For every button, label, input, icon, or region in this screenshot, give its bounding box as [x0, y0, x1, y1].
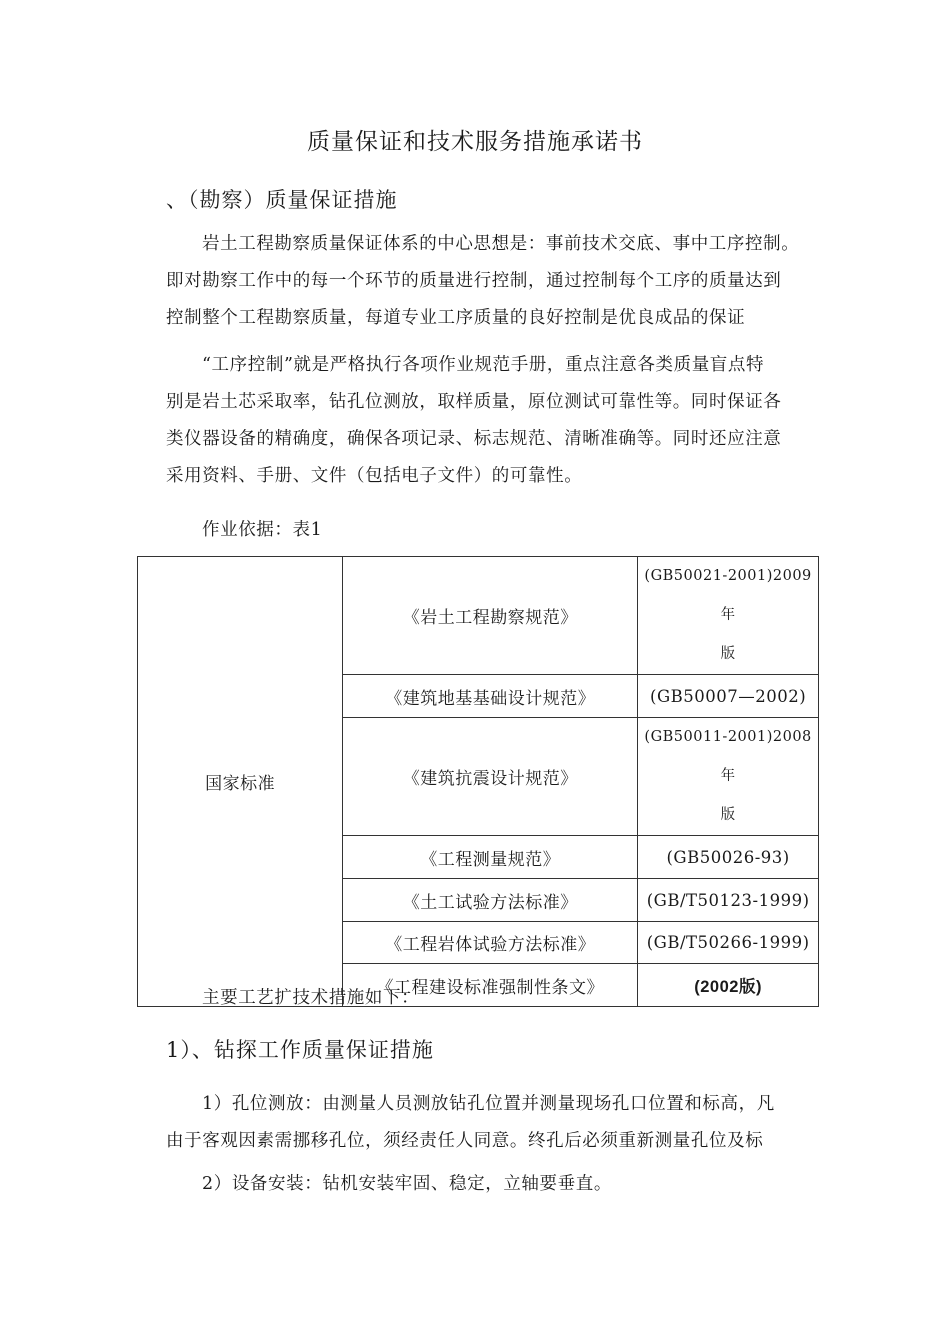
standard-code-cell: (GB/T50266-1999) — [638, 922, 819, 964]
standard-code-line: 版 — [720, 807, 736, 823]
paragraph-line: 2）设备安装：钻机安装牢固、稳定，立轴要垂直。 — [202, 1174, 612, 1194]
standard-code-cell — [638, 557, 819, 675]
measures-intro-text: 主要工艺扩技术措施如下： — [202, 988, 420, 1008]
paragraph-hole-positioning — [166, 1086, 846, 1160]
measures-intro — [166, 980, 846, 1017]
standard-name-cell: 《岩土工程勘察规范》 — [343, 557, 638, 675]
paragraph-line: 即对勘察工作中的每一个环节的质量进行控制，通过控制每个工序的质量达到 — [166, 271, 782, 291]
table-category-cell: 国家标准 — [138, 557, 343, 1007]
standard-code-line: 版 — [720, 646, 736, 662]
paragraph-line: 别是岩土芯采取率，钻孔位测放，取样质量，原位测试可靠性等。同时保证各 — [166, 392, 782, 412]
standard-name-cell: 《建筑抗震设计规范》 — [343, 718, 638, 836]
standard-name-cell: 《土工试验方法标准》 — [343, 879, 638, 922]
paragraph-line: 由于客观因素需挪移孔位，须经责任人同意。终孔后必须重新测量孔位及标 — [166, 1131, 764, 1151]
standard-name-cell: 《工程测量规范》 — [343, 836, 638, 879]
standards-table — [137, 556, 819, 1007]
paragraph-line: 采用资料、手册、文件（包括电子文件）的可靠性。 — [166, 466, 583, 486]
standard-name-cell: 《工程建设标准强制性条文》 — [343, 964, 638, 1007]
standard-code-line: (GB50011-2001)2008年 — [644, 729, 812, 784]
standard-code-cell: (GB/T50123-1999) — [638, 879, 819, 922]
standard-code-cell: (GB50007—2002) — [638, 675, 819, 718]
standard-code-line: (GB50021-2001)2009年 — [644, 568, 812, 623]
standard-name-cell: 《建筑地基基础设计规范》 — [343, 675, 638, 718]
paragraph-equipment-installation — [166, 1166, 846, 1203]
paragraph-quality-system — [166, 226, 846, 337]
paragraph-line: 岩土工程勘察质量保证体系的中心思想是：事前技术交底、事中工序控制。 — [202, 234, 800, 254]
standard-name-cell: 《工程岩体试验方法标准》 — [343, 922, 638, 964]
standard-code-cell — [638, 718, 819, 836]
table-caption-text: 作业依据：表1 — [202, 520, 323, 540]
document-title: 质量保证和技术服务措施承诺书 — [307, 129, 643, 155]
table-row — [138, 557, 819, 675]
table-caption — [166, 512, 846, 549]
standard-code-cell: (2002版) — [638, 964, 819, 1007]
section-heading-survey-quality: 、（勘察）质量保证措施 — [166, 188, 398, 212]
paragraph-line: “工序控制”就是严格执行各项作业规范手册，重点注意各类质量盲点特 — [202, 355, 765, 375]
paragraph-line: 1）孔位测放：由测量人员测放钻孔位置并测量现场孔口位置和标高，凡 — [202, 1094, 775, 1114]
paragraph-line: 控制整个工程勘察质量，每道专业工序质量的良好控制是优良成品的保证 — [166, 308, 746, 328]
paragraph-line: 类仪器设备的精确度，确保各项记录、标志规范、清晰准确等。同时还应注意 — [166, 429, 782, 449]
standard-code-cell: (GB50026-93) — [638, 836, 819, 879]
section-heading-drilling: 1）、钻探工作质量保证措施 — [166, 1038, 434, 1062]
paragraph-process-control — [166, 347, 846, 495]
